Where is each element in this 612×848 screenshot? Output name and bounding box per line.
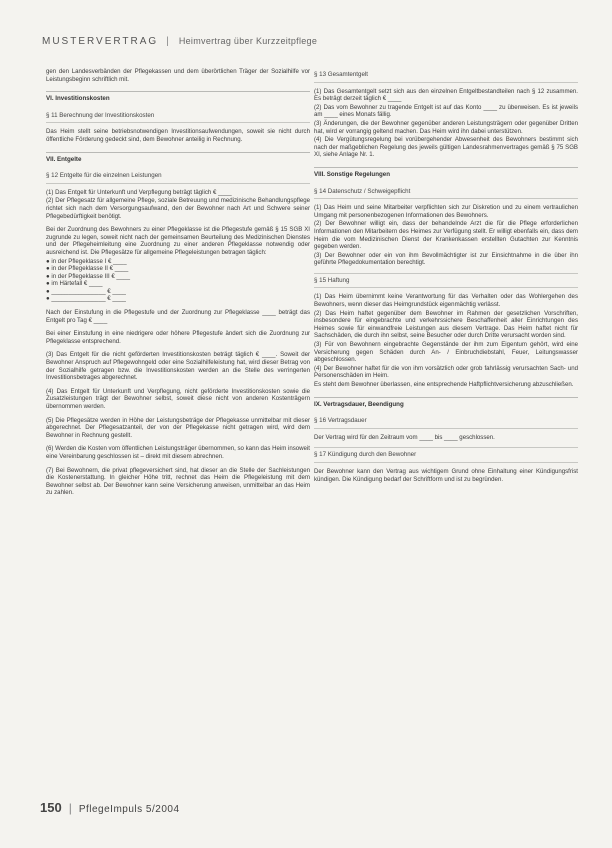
paragraph-13-3: (3) Änderungen, die der Bewohner gegenüber anderen Leistungsträgern oder gegenüber Dritten hat, wird er vorrangig geltend machen. Das Heim wird ihn dabei unterstützen. bbox=[314, 119, 578, 135]
rate-item: ● ________________ € ____ bbox=[46, 287, 126, 295]
paragraph-12-1: (1) Das Entgelt für Unterkunft und Verpflegung beträgt täglich € ____ bbox=[46, 188, 232, 196]
paragraph-13-2: (2) Das vom Bewohner zu tragende Entgelt ist auf das Konto ____ zu überweisen. Es ist jeweils am ____ eines Monats fällig. bbox=[314, 103, 578, 119]
section-heading-vi: VI. Investitionskosten bbox=[46, 91, 310, 103]
rate-item: ● in der Pflegeklasse III € ____ bbox=[46, 272, 130, 280]
paragraph-15-2: (2) Das Heim haftet gegenüber dem Bewohner im Rahmen der gesetzlichen Vorschriften, insbesondere für eingebrachte und verkehrssichere Beschaffenheit aller Einrichtungen des Heimes sowie für einwandfreie Leistungen aus diesem Vertrage. Das Heim haftet nicht für Sachschäden, die durch ihn selbst, seine Besucher oder durch Dritte verursacht worden sind. bbox=[314, 309, 578, 340]
header-title: MUSTERVERTRAG bbox=[42, 36, 159, 47]
publication-name: PflegeImpuls 5/2004 bbox=[78, 804, 180, 815]
paragraph-15-3: (3) Für von Bewohnern eingebrachte Gegenstände der ihm zum Eigentum gehört, wird eine Versicherung gegen Schäden durch An- / Einbruchdiebstahl, Feuer, Leitungswasser abgeschlossen. bbox=[314, 341, 578, 364]
paragraph-heading-11: § 11 Berechnung der Investitionskosten bbox=[46, 109, 310, 124]
paragraph-13-4: (4) Die Vergütungsregelung bei vorübergehender Abwesenheit des Bewohners bestimmt sich nach der maßgeblichen Regelung des jeweils gültigen Landesrahmenvertrages gemäß § 75 SGB XI, siehe Anlage Nr. 1. bbox=[314, 136, 578, 159]
paragraph-14-2: (2) Der Bewohner willigt ein, dass der behandelnde Arzt die für die Pflege erforderlichen Informationen den Mitarbeitern des Heimes zur Verfügung stellt. Er willigt ebenfalls ein, dass dem Heim die vom Medizinischen Dienst der Krankenkassen erstellten Gutachten zur Kenntnis gegeben werden. bbox=[314, 220, 578, 251]
paragraph-12-5: (4) Das Entgelt für Unterkunft und Verpflegung, nicht geförderte Investitionskosten sowie die Zusatzleistungen trägt der Bewohner selbst, soweit diese nicht von anderen Kostenträgern übernommen werden. bbox=[46, 387, 310, 410]
page-header bbox=[42, 36, 582, 47]
paragraph-12-3b: Bei einer Einstufung in eine niedrigere oder höhere Pflegestufe ändert sich die Zuordnung zur Pflegeklasse entsprechend. bbox=[46, 330, 310, 345]
paragraph-12-6: (5) Die Pflegesätze werden in Höhe der Leistungsbeträge der Pflegekasse unmittelbar mit dieser abgerechnet. Der Pflegesatzanteil, der von der Pflegekasse nicht getragen wird, wird dem Bewohner in Rechnung gestellt. bbox=[46, 416, 310, 439]
section-heading-ix: IX. Vertragsdauer, Beendigung bbox=[314, 397, 578, 409]
right-column bbox=[314, 68, 578, 489]
paragraph-heading-17: § 17 Kündigung durch den Bewohner bbox=[314, 447, 578, 463]
intro-text: gen den Landesverbänden der Pflegekassen und dem überörtlichen Träger der Sozialhilfe vor Leistungsbeginn schriftlich mit. bbox=[46, 68, 310, 83]
footer-separator: | bbox=[68, 801, 72, 815]
paragraph-13-1: (1) Das Gesamtentgelt setzt sich aus den einzelnen Entgeltbestandteilen nach § 12 zusammen. Es beträgt derzeit täglich € ____ bbox=[314, 87, 578, 103]
paragraph-heading-16: § 16 Vertragsdauer bbox=[314, 414, 578, 429]
paragraph-15-5: Es steht dem Bewohner überlassen, eine entsprechende Haftpflichtversicherung abzuschließen. bbox=[314, 381, 574, 388]
paragraph-heading-13: § 13 Gesamtentgelt bbox=[314, 68, 578, 83]
paragraph-15-4: (4) Der Bewohner haftet für die von ihm vorsätzlich oder grob fahrlässig verursachten Sach- und Personenschäden im Heim. bbox=[314, 364, 578, 380]
section-heading-vii: VII. Entgelte bbox=[46, 152, 310, 164]
rate-item: ● ________________ € ____ bbox=[46, 295, 126, 303]
paragraph-17-1: Der Bewohner kann den Vertrag aus wichtigem Grund ohne Einhaltung einer Kündigungsfrist kündigen. Die Kündigung bedarf der Schriftform und ist zu begründen. bbox=[314, 467, 578, 483]
page-number: 150 bbox=[40, 800, 62, 815]
paragraph-14-1: (1) Das Heim und seine Mitarbeiter verpflichten sich zur Diskretion und zu einem vertraulichen Umgang mit personenbezogenen Informationen des Bewohners. bbox=[314, 204, 578, 219]
paragraph-11-text: Das Heim stellt seine betriebsnotwendigen Investitionsaufwendungen, soweit sie nicht durch öffentliche Förderung gedeckt sind, dem Bewohner anteilig in Rechnung. bbox=[46, 128, 310, 143]
paragraph-heading-12: § 12 Entgelte für die einzelnen Leistungen bbox=[46, 169, 310, 184]
rate-item: ● in der Pflegeklasse II € ____ bbox=[46, 265, 129, 273]
header-subtitle: Heimvertrag über Kurzzeitpflege bbox=[178, 36, 318, 46]
paragraph-12-8: (7) Bei Bewohnern, die privat pflegeversichert sind, hat dieser an die Stelle der Sachleistungen die Kostenerstattung. In gleicher Höhe tritt, rechnet das Heim die Pflegeleistung mit dem Bewohner selbst ab. Der Bewohner kann seine Versicherung anweisen, unmittelbar an das Heim zu zahlen. bbox=[46, 466, 310, 497]
rate-item: ● in der Pflegeklasse I € ____ bbox=[46, 257, 127, 265]
paragraph-heading-15: § 15 Haftung bbox=[314, 273, 578, 289]
page-footer bbox=[40, 800, 180, 815]
rate-item: ● im Härtefall € ____ bbox=[46, 280, 103, 288]
paragraph-14-3: (3) Der Bewohner oder ein von ihm Bevollmächtigter ist zur Einsichtnahme in die über ihn geführte Pflegedokumentation berechtigt. bbox=[314, 251, 578, 267]
paragraph-12-2b: Bei der Zuordnung des Bewohners zu einer Pflegeklasse ist die Pflegestufe gemäß § 15 SGB XI zugrunde zu legen, soweit nicht nach der gemeinsamen Beurteilung des Medizinischen Dienstes und der Pflegeheimleitung eine Zuordnung zu einer anderen Pflegeklasse notwendig oder ausreichend ist. Die Pflegesätze für allgemeine Pflegeleistungen betragen täglich: bbox=[46, 226, 310, 256]
section-heading-viii: VIII. Sonstige Regelungen bbox=[314, 167, 578, 179]
paragraph-heading-14: § 14 Datenschutz / Schweigepflicht bbox=[314, 185, 578, 200]
paragraph-12-3: Nach der Einstufung in die Pflegestufe und der Zuordnung zur Pflegeklasse ____ beträgt das Entgelt pro Tag € ____ bbox=[46, 309, 310, 324]
paragraph-12-7: (6) Werden die Kosten vom öffentlichen Leistungsträger übernommen, so kann das Heim insoweit eine Vereinbarung geschlossen ist – direkt mit diesem abrechnen. bbox=[46, 445, 310, 460]
paragraph-15-1: (1) Das Heim übernimmt keine Verantwortung für das Verhalten oder das Wohlergehen des Bewohners, wenn dieser das Heimgrundstück eigenmächtig verlässt. bbox=[314, 293, 578, 309]
paragraph-12-2: (2) Der Pflegesatz für allgemeine Pflege, soziale Betreuung und medizinische Behandlungspflege richtet sich nach dem Versorgungsaufwand, den der Bewohner nach Art und Schwere seiner Pflegebedürftigkeit benötigt. bbox=[46, 197, 310, 220]
left-column bbox=[46, 68, 310, 503]
paragraph-12-4: (3) Das Entgelt für die nicht geförderten Investitionskosten beträgt täglich € ____. Soweit der Bewohner Anspruch auf Pflegewohngeld oder eine Sozialhilfeleistung hat, wird dieser Betrag von der Sozialhilfe getragen bzw. die Investitionskosten werden an die Stelle des verringerten Investitionsbetrages abgerechnet. bbox=[46, 351, 310, 382]
header-separator: | bbox=[166, 36, 171, 47]
paragraph-16-1: Der Vertrag wird für den Zeitraum vom ____ bis ____ geschlossen. bbox=[314, 433, 495, 441]
rate-list bbox=[46, 258, 310, 304]
